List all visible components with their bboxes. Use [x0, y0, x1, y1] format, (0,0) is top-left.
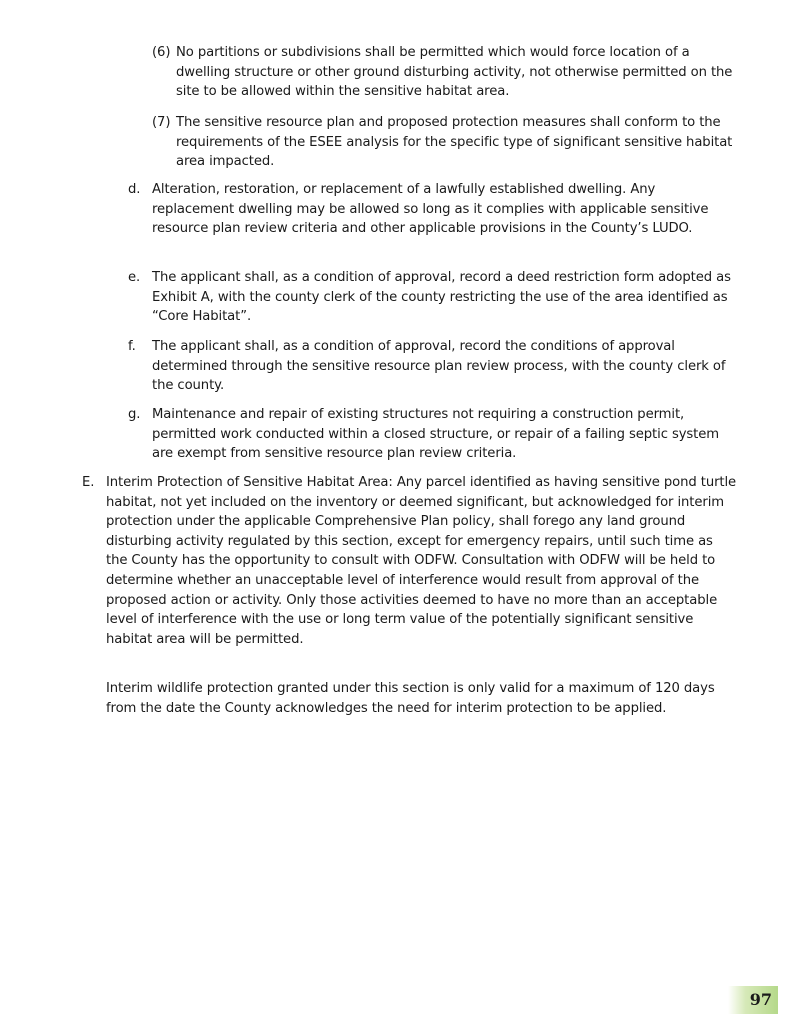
list-item-d	[128, 180, 734, 239]
section-text: Interim Protection of Sensitive Habitat Area: Any parcel identified as having sensitive pond turtle habitat, not yet included on the inventory or deemed significant, but acknowledged for interim protection under the applicable Comprehensive Plan policy, shall forego any land ground disturbing activity regulated by this section, except for emergency repairs, until such time as the County has the opportunity to consult with ODFW. Consultation with ODFW will be held to determine whether an unacceptable level of interference would result from approval of the proposed action or activity. Only those activities deemed to have no more than an acceptable level of interference with the use or long term value of the potentially significant sensitive habitat area will be permitted.	[106, 475, 737, 647]
list-item-text: The applicant shall, as a condition of approval, record the conditions of approval determined through the sensitive resource plan review process, with the county clerk of the county.	[152, 339, 726, 394]
list-item-text: The applicant shall, as a condition of approval, record a deed restriction form adopted as Exhibit A, with the county clerk of the county restricting the use of the area identified as “Core Habitat”.	[152, 270, 731, 325]
list-marker: (6)	[152, 45, 171, 60]
interim-protection-paragraph: Interim wildlife protection granted under this section is only valid for a maximum of 120 days from the date the County acknowledges the need for interim protection to be applied.	[106, 681, 715, 716]
list-item-text: The sensitive resource plan and proposed protection measures shall conform to the requirements of the ESEE analysis for the specific type of significant sensitive habitat area impacted.	[176, 115, 733, 170]
list-item-6	[152, 43, 734, 102]
section-E	[82, 473, 737, 649]
list-item-7	[152, 113, 734, 172]
list-item-text: No partitions or subdivisions shall be permitted which would force location of a dwelling structure or other ground disturbing activity, not otherwise permitted on the site to be allowed within the sensitive habitat area.	[176, 45, 733, 100]
list-marker: e.	[128, 270, 141, 285]
list-marker: (7)	[152, 115, 171, 130]
page-number-tab	[728, 986, 778, 1014]
list-marker: f.	[128, 339, 136, 354]
section-marker: E.	[82, 475, 95, 490]
list-item-e	[128, 268, 734, 327]
page-number: 97	[749, 990, 772, 1009]
list-item-g	[128, 405, 734, 464]
list-marker: g.	[128, 407, 141, 422]
list-marker: d.	[128, 182, 141, 197]
list-item-text: Alteration, restoration, or replacement of a lawfully established dwelling. Any replacement dwelling may be allowed so long as it complies with applicable sensitive resource plan review criteria and other applicable provisions in the County’s LUDO.	[152, 182, 709, 237]
list-item-f	[128, 337, 734, 396]
list-item-text: Maintenance and repair of existing structures not requiring a construction permit, permitted work conducted within a closed structure, or repair of a failing septic system are exempt from sensitive resource plan review criteria.	[152, 407, 720, 462]
